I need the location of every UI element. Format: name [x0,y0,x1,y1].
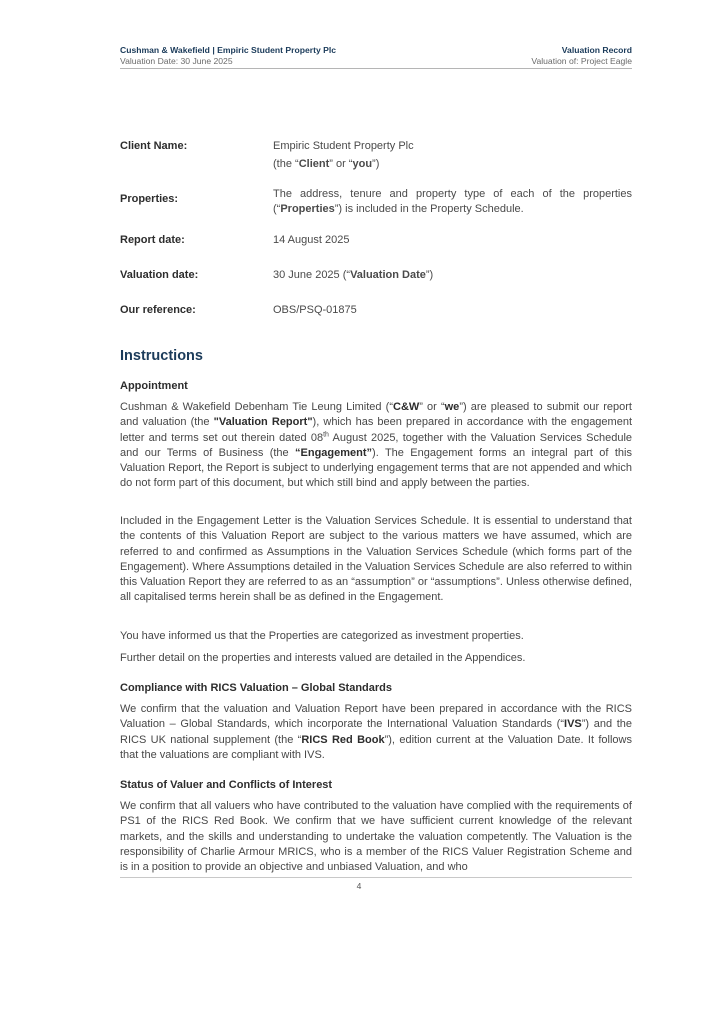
appointment-paragraph-3: You have informed us that the Properties are categorized as investment properties. [120,630,524,642]
properties-label: Properties: [120,193,179,205]
status-paragraph: We confirm that all valuers who have contributed to the valuation have complied with the requirements of PS1 of the RICS Red Book. We confirm that we have sufficient current knowledge of the relevant markets, and the skills and understanding to undertake the valuation competently. The Valuation is the responsibility of Charlie Armour MRICS, who is a member of the RICS Valuer Registration Scheme and is in a position to provide an objective and unbiased Valuation, and who [120,800,632,874]
client-name-value [273,139,632,172]
compliance-paragraph: We confirm that the valuation and Valuation Report have been prepared in accordance with the RICS Valuation – Global Standards, which incorporate the International Valuation Standards (“IVS”) and the RICS UK national supplement (the “RICS Red Book”), edition current at the Valuation Date. It follows that the valuations are compliant with IVS. [120,703,632,761]
page-header [120,45,632,67]
header-top-row [120,45,632,56]
compliance-heading: Compliance with RICS Valuation – Global Standards [120,682,392,694]
valuation-date-label: Valuation date: [120,269,199,281]
header-project-name: Valuation of: Project Eagle [531,56,632,66]
reference-label: Our reference: [120,304,196,316]
reference-value: OBS/PSQ-01875 [273,304,357,316]
client-definition: (the “Client” or “you”) [273,158,380,170]
client-name-text: Empiric Student Property Plc [273,140,414,152]
instructions-heading: Instructions [120,348,203,364]
header-valuation-date: Valuation Date: 30 June 2025 [120,56,233,66]
valuation-date-value: 30 June 2025 (“Valuation Date”) [273,269,434,281]
appointment-paragraph-2: Included in the Engagement Letter is the Valuation Services Schedule. It is essential to understand that the contents of this Valuation Report are subject to the various matters we have assumed, which are referred to and confirmed as Assumptions in the Valuation Services Schedule (which forms part of the Engagement). Where Assumptions detailed in the Valuation Services Schedule are also referred to within this Valuation Report they are referred to as an “assumption” or “assumptions”. Unless otherwise defined, all capitalised terms herein shall be as defined in the Engagement. [120,515,632,604]
properties-value: The address, tenure and property type of each of the properties (“Properties”) is included in the Property Schedule. [273,188,632,215]
report-date-value: 14 August 2025 [273,234,350,246]
footer-divider [120,877,632,878]
header-sub-row [120,56,632,67]
appointment-paragraph-4: Further detail on the properties and interests valued are detailed in the Appendices. [120,652,526,664]
header-document-title: Cushman & Wakefield | Empiric Student Property Plc [120,45,337,55]
header-section-title: Valuation Record [561,45,632,55]
status-heading: Status of Valuer and Conflicts of Interest [120,779,333,791]
page-number: 4 [356,881,362,891]
appointment-heading: Appointment [120,380,188,392]
report-date-label: Report date: [120,234,185,246]
header-divider [120,68,632,69]
client-name-label: Client Name: [120,140,188,152]
appointment-paragraph-1: Cushman & Wakefield Debenham Tie Leung Limited (“C&W” or “we”) are pleased to submit our report and valuation (the "Valuation Report"), which has been prepared in accordance with the engagement letter and terms set out therein dated 08th August 2025, together with the Valuation Services Schedule and our Terms of Business (the “Engagement”). The Engagement forms an integral part of this Valuation Report, the Report is subject to underlying engagement terms that are not appended and which do not form part of this document, but which still bind and apply between the parties. [120,401,633,490]
